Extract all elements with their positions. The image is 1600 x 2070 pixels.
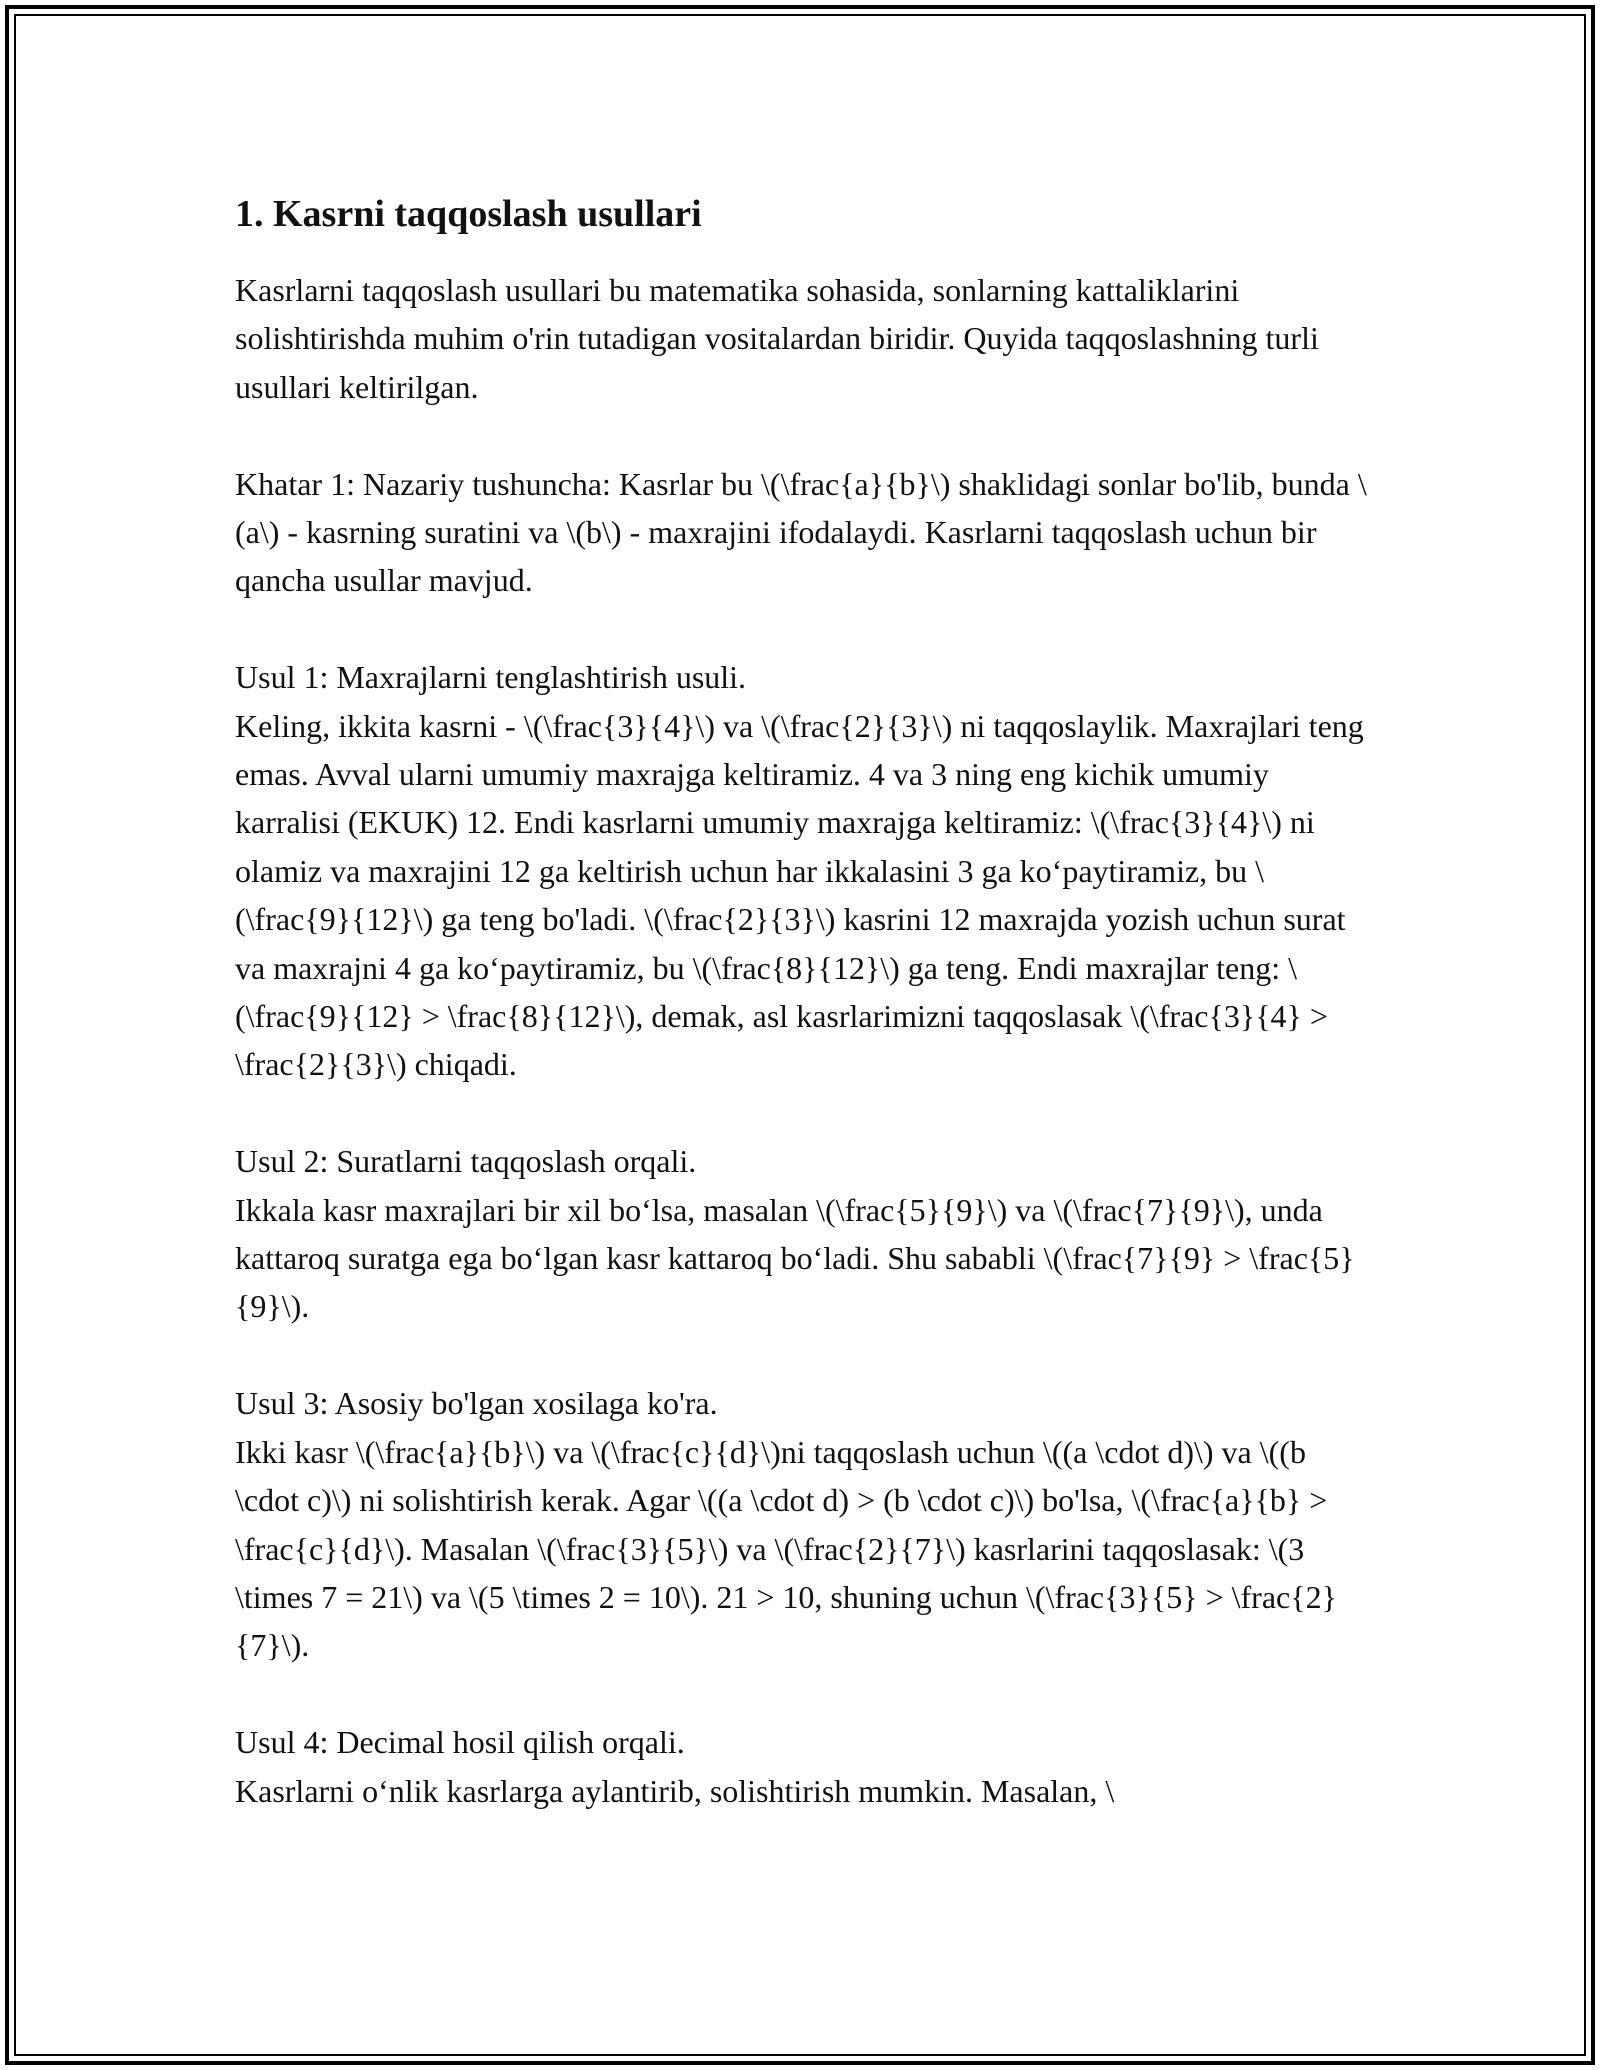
method-1-paragraph: Usul 1: Maxrajlarni tenglashtirish usuli. Keling, ikkita kasrni - \(\frac{3}{4}\) va \(\frac{2}{3}\) ni taqqoslaylik. Maxrajlari teng emas. Avval ularni umumiy maxrajga keltiramiz. 4 va 3 ning eng kichik umumiy karralisi (EKUK) 12. Endi kasrlarni umumiy maxrajga keltiramiz: \(\frac{3}{4}\) ni olamiz va maxrajini 12 ga keltirish uchun har ikkalasini 3 ga ko‘paytiramiz, bu \(\frac{9}{12}\) ga teng bo'ladi. \(\frac{2}{3}\) kasrini 12 maxrajda yozish uchun surat va maxrajni 4 ga ko‘paytiramiz, bu \(\frac{8}{12}\) ga teng. Endi maxrajlar teng: \(\frac{9}{12} > \frac{8}{12}\), demak, asl kasrlarimizni taqqoslasak \(\frac{3}{4} > \frac{2}{3}\) chiqadi.: [235, 659, 1364, 1083]
theory-paragraph: Khatar 1: Nazariy tushuncha: Kasrlar bu \(\frac{a}{b}\) shaklidagi sonlar bo'lib, bunda \(a\) - kasrning suratini va \(b\) - maxrajini ifodalaydi. Kasrlarni taqqoslash uchun bir qancha usullar mavjud.: [235, 465, 1367, 599]
method-3-paragraph: Usul 3: Asosiy bo'lgan xosilaga ko'ra. Ikki kasr \(\frac{a}{b}\) va \(\frac{c}{d}\)ni taqqoslash uchun \((a \cdot d)\) va \((b \cdot c)\) ni solishtirish kerak. Agar \((a \cdot d) > (b \cdot c)\) bo'lsa, \(\frac{a}{b} > \frac{c}{d}\). Masalan \(\frac{3}{5}\) va \(\frac{2}{7}\) kasrlarini taqqoslasak: \(3 \times 7 = 21\) va \(5 \times 2 = 10\). 21 > 10, shuning uchun \(\frac{3}{5} > \frac{2}{7}\).: [235, 1385, 1337, 1664]
paragraph-gap: [235, 605, 1370, 653]
method-4-paragraph: Usul 4: Decimal hosil qilish orqali. Kasrlarni o‘nlik kasrlarga aylantirib, solishtirish mumkin. Masalan, \: [235, 1724, 1115, 1809]
paragraph-gap: [235, 1670, 1370, 1718]
method-2-paragraph: Usul 2: Suratlarni taqqoslash orqali. Ikkala kasr maxrajlari bir xil bo‘lsa, masalan \(\frac{5}{9}\) va \(\frac{7}{9}\), unda kattaroq suratga ega bo‘lgan kasr kattaroq bo‘ladi. Shu sababli \(\frac{7}{9} > \frac{5}{9}\).: [235, 1143, 1355, 1325]
paragraph-gap: [235, 1331, 1370, 1379]
document-title: 1. Kasrni taqqoslash usullari: [235, 193, 702, 235]
document-body: [235, 188, 1370, 1815]
paragraph-gap: [235, 411, 1370, 459]
intro-paragraph: Kasrlarni taqqoslash usullari bu matematika sohasida, sonlarning kattaliklarini solishtirishda muhim o'rin tutadigan vositalardan biridir. Quyida taqqoslashning turli usullari keltirilgan.: [235, 272, 1319, 405]
paragraph-gap: [235, 1089, 1370, 1137]
